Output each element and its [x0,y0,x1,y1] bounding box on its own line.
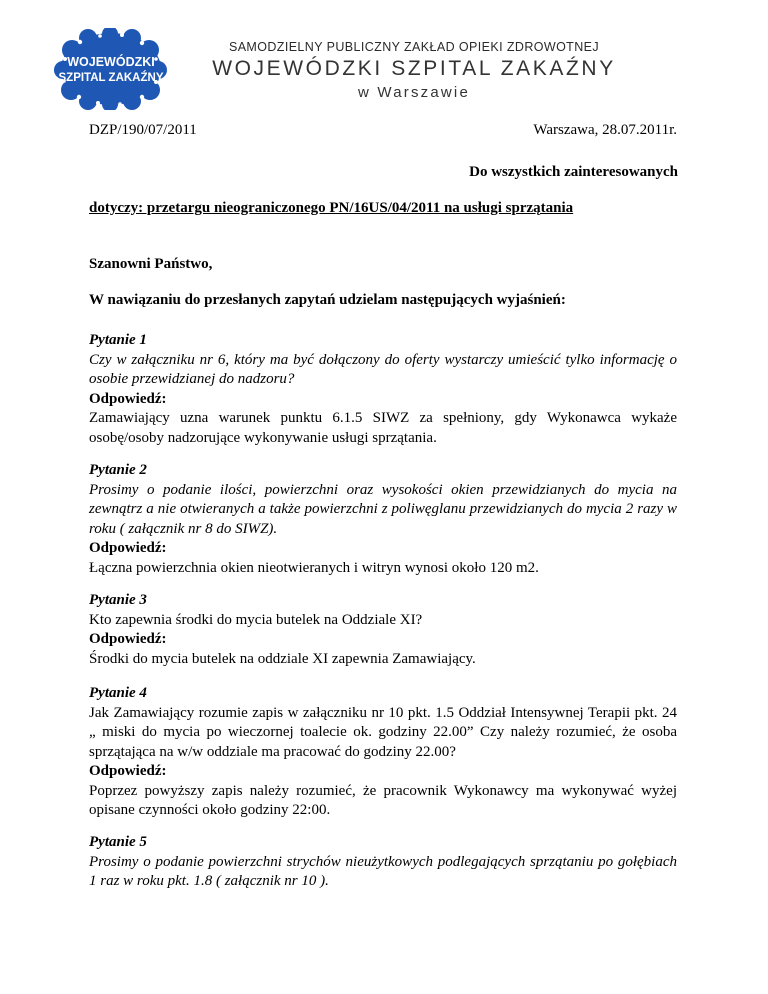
qa-block-4 [89,684,677,821]
question-text: Prosimy o podanie ilości, powierzchni oraz wysokości okien przewidzianych do mycia na zewnątrz a nie otwieranych a także powierzchni z poliwęglanu przewidzianych do mycia 2 razy w roku ( załącznik nr 8 do SIWZ). [89,481,677,537]
answer-label: Odpowiedź: [89,763,167,779]
question-label: Pytanie 5 [89,834,147,850]
question-label: Pytanie 3 [89,592,147,608]
qa-block-3 [89,591,677,669]
logo-text-line2: SZPITAL ZAKAŹNY [58,72,164,84]
answer-text: Poprzez powyższy zapis należy rozumieć, że pracownik Wykonawcy ma wykonywać wyżej opisane czynności około godziny 22:00. [89,782,677,818]
answer-label: Odpowiedź: [89,631,167,647]
header-institution-type: SAMODZIELNY PUBLICZNY ZAKŁAD OPIEKI ZDROWOTNEJ [228,40,600,54]
subject-line: dotyczy: przetargu nieograniczonego PN/16US/04/2011 na usługi sprzątania [89,200,574,216]
greeting: Szanowni Państwo, [89,256,213,272]
answer-text: Zamawiający uzna warunek punktu 6.1.5 SIWZ za spełniony, gdy Wykonawca wykaże osobę/osoby nadzorujące wykonywanie usługi sprzątania. [89,410,677,446]
question-label: Pytanie 4 [89,685,147,701]
letter-date: Warszawa, 28.07.2011r. [533,122,677,138]
reference-number: DZP/190/07/2011 [89,122,197,138]
header-city: w Warszawie [358,84,470,101]
logo-text-line1: WOJEWÓDZKI [67,55,155,69]
answer-label: Odpowiedź: [89,390,167,407]
header-institution-name: WOJEWÓDZKI SZPITAL ZAKAŹNY [212,57,616,80]
question-text: Czy w załączniku nr 6, który ma być dołączony do oferty wystarczy umieścić tylko informację o osobie przewidzianej do nadzoru? [89,351,677,387]
qa-block-5 [89,833,677,892]
question-label: Pytanie 2 [89,462,147,478]
question-label: Pytanie 1 [89,332,147,348]
recipient: Do wszystkich zainteresowanych [469,164,678,180]
answer-text: Środki do mycia butelek na oddziale XI zapewnia Zamawiający. [89,650,476,667]
intro-text: W nawiązaniu do przesłanych zapytań udzielam następujących wyjaśnień: [89,292,566,308]
question-text: Kto zapewnia środki do mycia butelek na Oddziale XI? [89,611,423,628]
answer-label: Odpowiedź: [89,540,167,556]
qa-block-1 [89,331,677,448]
qa-block-2 [89,461,677,578]
question-text: Prosimy o podanie powierzchni strychów nieużytkowych podlegających sprzątaniu po gołębiach 1 raz w roku pkt. 1.8 ( załącznik nr 10 ). [89,853,677,889]
question-text: Jak Zamawiający rozumie zapis w załączniku nr 10 pkt. 1.5 Oddział Intensywnej Terapii pkt. 24 „ miski do mycia po wieczornej toalecie ok. godziny 22.00” Czy należy rozumieć, że osoba sprzątająca na w/w oddziale ma pracować do godziny 22.00? [89,704,677,760]
answer-text: Łączna powierzchnia okien nieotwieranych i witryn wynosi około 120 m2. [89,559,539,576]
